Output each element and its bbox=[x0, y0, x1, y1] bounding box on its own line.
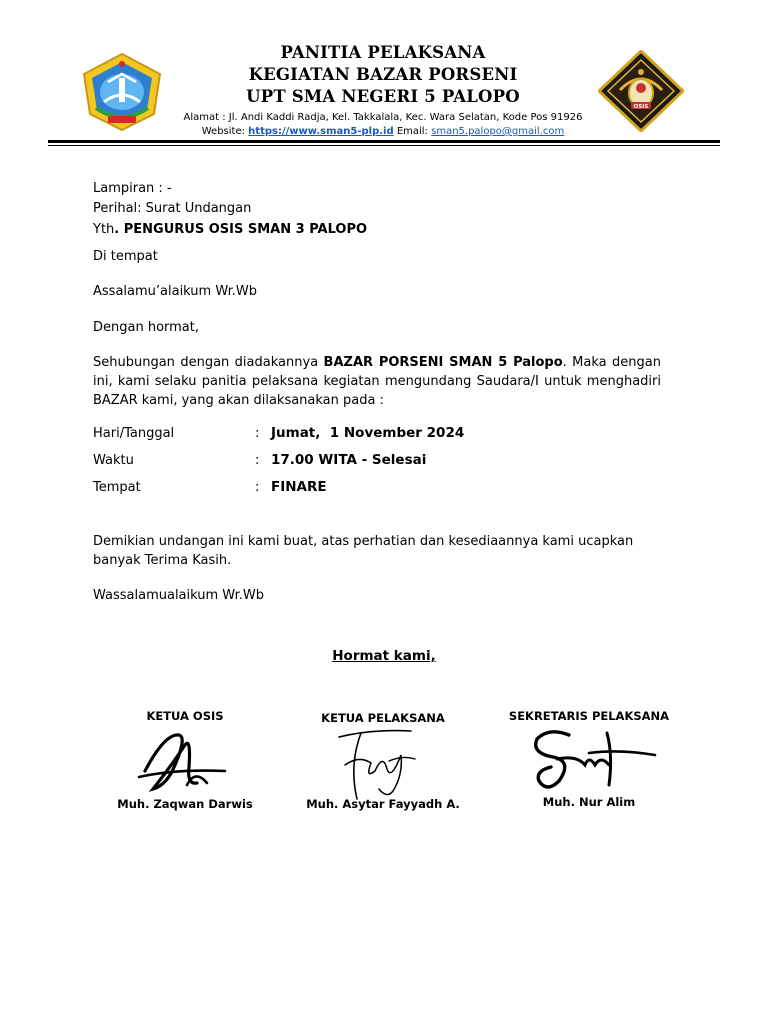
osis-logo-text: OSIS bbox=[633, 104, 649, 110]
detail-colon: : bbox=[255, 426, 260, 441]
signer-role: KETUA PELAKSANA bbox=[321, 711, 445, 725]
signature-ketua-osis bbox=[135, 725, 235, 795]
yth-prefix: Yth bbox=[93, 222, 115, 237]
hormat-kami: Hormat kami, bbox=[332, 648, 436, 664]
signer-name: Muh. Asytar Fayyadh A. bbox=[306, 797, 460, 811]
letterhead-title-3: UPT SMA NEGERI 5 PALOPO bbox=[246, 87, 520, 106]
letterhead bbox=[150, 42, 616, 138]
osis-emblem-logo bbox=[598, 50, 684, 132]
opening-greeting: Assalamu’alaikum Wr.Wb bbox=[93, 284, 257, 299]
detail-value: Jumat, 1 November 2024 bbox=[271, 425, 465, 441]
signature-block-sekretaris bbox=[489, 709, 689, 819]
closing-greeting: Wassalamualaikum Wr.Wb bbox=[93, 588, 264, 603]
website-link[interactable]: https://www.sman5-plp.id bbox=[248, 126, 394, 137]
signer-role: SEKRETARIS PELAKSANA bbox=[508, 709, 670, 723]
paragraph-rest: . Maka dengan ini, kami selaku panitia pelaksana kegiatan mengundang Saudara/I untuk menghadiri BAZAR kami, yang akan dilaksanakan pada : bbox=[93, 355, 661, 408]
detail-colon: : bbox=[255, 453, 260, 468]
closing-paragraph: Demikian undangan ini kami buat, atas perhatian dan kesediaannya kami ucapkan banyak Terima Kasih. bbox=[93, 534, 634, 568]
paragraph-intro: Sehubungan dengan diadakannya bbox=[93, 355, 324, 370]
letterhead-divider-thick bbox=[48, 140, 720, 143]
invitation-paragraph bbox=[93, 353, 661, 410]
signer-role: KETUA OSIS bbox=[146, 709, 224, 723]
recipient-line bbox=[93, 221, 367, 239]
signature-sekretaris bbox=[529, 725, 669, 795]
detail-label: Tempat bbox=[93, 480, 141, 495]
letterhead-contact bbox=[150, 125, 616, 138]
dengan-hormat: Dengan hormat, bbox=[93, 320, 200, 335]
detail-value: 17.00 WITA - Selesai bbox=[271, 452, 427, 468]
detail-value: FINARE bbox=[271, 479, 327, 495]
signer-name: Muh. Nur Alim bbox=[542, 795, 636, 809]
detail-label: Hari/Tanggal bbox=[93, 426, 175, 441]
signer-name: Muh. Zaqwan Darwis bbox=[117, 797, 253, 811]
event-name: BAZAR PORSENI SMAN 5 Palopo bbox=[323, 355, 563, 370]
detail-colon: : bbox=[255, 480, 260, 495]
di-tempat-line: Di tempat bbox=[93, 249, 158, 264]
letterhead-divider-thin bbox=[48, 145, 720, 146]
letterhead-address: Alamat : Jl. Andi Kaddi Radja, Kel. Takkalala, Kec. Wara Selatan, Kode Pos 91926 bbox=[183, 112, 583, 123]
perihal-line: Perihal: Surat Undangan bbox=[93, 201, 252, 216]
signature-block-ketua-pelaksana bbox=[283, 711, 483, 821]
detail-label: Waktu bbox=[93, 453, 134, 468]
letterhead-title-1: PANITIA PELAKSANA bbox=[280, 43, 486, 62]
email-label: Email: bbox=[396, 126, 428, 137]
recipient-name: . PENGURUS OSIS SMAN 3 PALOPO bbox=[114, 222, 368, 237]
signature-block-ketua-osis bbox=[85, 709, 285, 819]
signature-ketua-pelaksana bbox=[331, 725, 431, 805]
lampiran-line: Lampiran : - bbox=[93, 181, 172, 196]
email-link[interactable]: sman5.palopo@gmail.com bbox=[431, 126, 565, 137]
website-label: Website: bbox=[201, 126, 245, 137]
letterhead-title-2: KEGIATAN BAZAR PORSENI bbox=[248, 65, 518, 84]
